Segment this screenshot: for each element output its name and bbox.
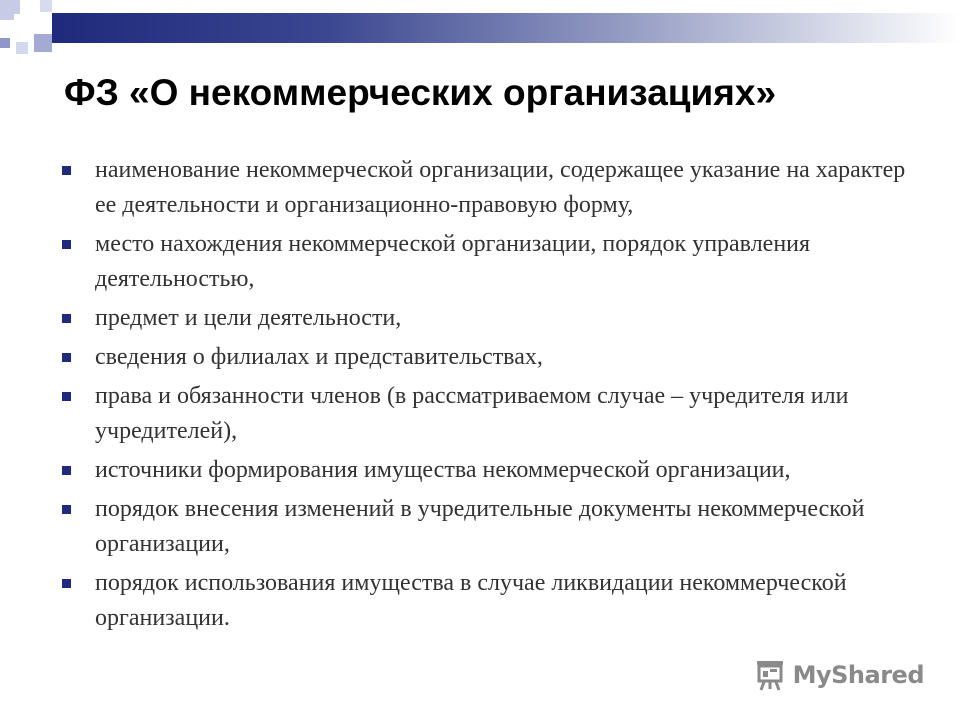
square-bullet-icon: [62, 579, 71, 588]
bullet-item: [60, 379, 920, 449]
bullet-text: источники формирования имущества некоммерческой организации,: [95, 457, 791, 483]
square-bullet-icon: [62, 314, 71, 323]
square-bullet-icon: [62, 240, 71, 249]
bullet-item: [60, 153, 920, 223]
bullet-list: [60, 153, 920, 640]
bullet-item: [60, 301, 920, 336]
watermark-logo: [753, 658, 924, 692]
header-gradient-bar: [52, 13, 960, 43]
square-bullet-icon: [62, 392, 71, 401]
square-bullet-icon: [62, 166, 71, 175]
bullet-text: права и обязанности членов (в рассматриваемом случае – учредителя или учредителей),: [95, 383, 849, 444]
decor-square: [0, 38, 10, 48]
bullet-text: сведения о филиалах и представительствах,: [95, 344, 543, 370]
decor-square: [20, 0, 34, 14]
decor-square: [34, 34, 52, 52]
decor-square: [16, 42, 28, 54]
bullet-item: [60, 340, 920, 375]
slide-title: ФЗ «О некоммерческих организациях»: [64, 72, 777, 113]
bullet-item: [60, 492, 920, 562]
bullet-item: [60, 566, 920, 636]
bullet-text: порядок использования имущества в случае ликвидации некоммерческой организации.: [95, 570, 847, 631]
decor-square: [40, 0, 52, 12]
bullet-item: [60, 453, 920, 488]
square-bullet-icon: [62, 505, 71, 514]
watermark-text: MyShared: [792, 661, 924, 689]
header-decoration: [0, 0, 960, 58]
presentation-board-icon: [753, 658, 787, 692]
square-bullet-icon: [62, 353, 71, 362]
bullet-text: место нахождения некоммерческой организации, порядок управления деятельностью,: [95, 231, 811, 292]
bullet-text: наименование некоммерческой организации, содержащее указание на характер ее деятельности и организационно-правовую форму,: [95, 157, 906, 218]
bullet-text: порядок внесения изменений в учредительные документы некоммерческой организации,: [95, 496, 865, 557]
bullet-text: предмет и цели деятельности,: [95, 305, 402, 331]
square-bullet-icon: [62, 466, 71, 475]
decor-square: [0, 22, 12, 34]
bullet-item: [60, 227, 920, 297]
